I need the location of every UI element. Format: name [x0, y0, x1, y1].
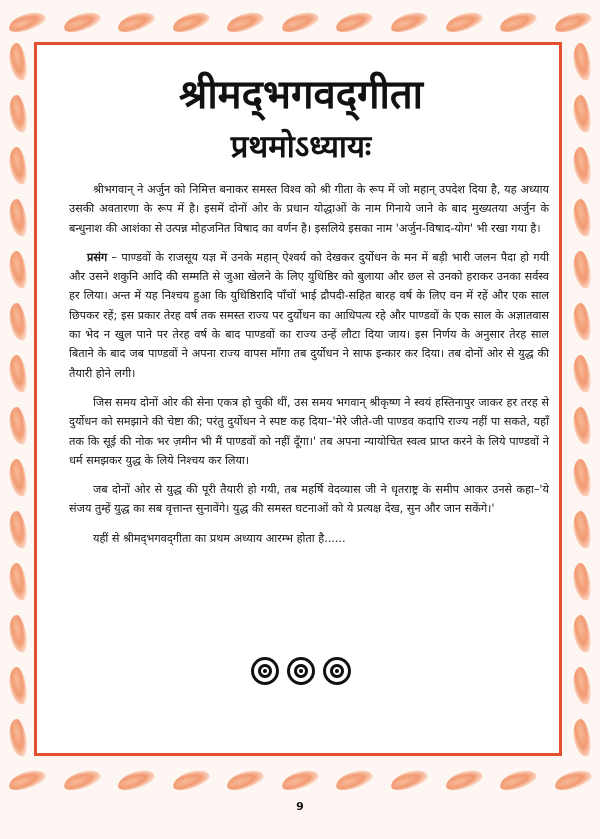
peacock-feather-icon: [7, 302, 29, 342]
peacock-feather-icon: [571, 666, 593, 706]
peacock-feather-icon: [7, 198, 29, 238]
peacock-feather-icon: [571, 614, 593, 654]
peacock-feather-icon: [7, 510, 29, 550]
peacock-feather-icon: [61, 767, 102, 794]
peacock-feather-icon: [571, 406, 593, 446]
peacock-feather-icon: [571, 42, 593, 82]
intro-paragraph: श्रीभगवान्‌ ने अर्जुन को निमित्त बनाकर समस्त विश्व को श्री गीता के रूप में जो महान्‌ उपदेश दिया है, यह अध्याय उसकी अवतारणा के रूप में है। इसमें दोनों ओर के प्रधान योद्धाओं के नाम गिनाये जाने के बाद मुख्यतया अर्जुन के बन्धुनाश की आशंका से उत्पन्न मोहजनित विषाद का वर्णन है। इसलिये इसका नाम 'अर्जुन-विषाद-योग' भी रखा गया है।: [69, 183, 549, 235]
prasang-text: – पाण्डवों के राजसूय यज्ञ में उनके महान्‌ ऐश्वर्य को देखकर दुर्योधन के मन में बड़ी भारी जलन पैदा हो गयी और उसने शकुनि आदि की सम्मति से जुआ खेलने के लिए युधिष्ठिर को बुलाया और छल से उनको हराकर उनका सर्वस्व हर लिया। अन्त में यह निश्चय हुआ कि युधिष्ठिरादि पाँचों भाई द्रौपदी-सहित बारह वर्ष के लिए वन में रहें और एक साल छिपकर रहें; इस प्रकार तेरह वर्ष तक समस्त राज्य पर दुर्योधन का आधिपत्य रहे और पाण्डवों के एक साल के अज्ञातवास का भेद न खुल पाने पर तेरह वर्ष के बाद पाण्डवों का राज्य उन्हें लौटा दिया जाय। इस निर्णय के अनुसार तेरह साल बिताने के बाद जब पाण्डवों ने अपना राज्य वापस माँगा तब दुर्योधन ने साफ इन्कार कर दिया। तब दोनों ओर से युद्ध की तैयारी होने लगी।: [69, 250, 549, 380]
peacock-feather-icon: [571, 146, 593, 186]
peacock-feather-icon: [225, 767, 266, 794]
peacock-feather-icon: [7, 718, 29, 758]
peacock-feather-icon: [116, 9, 157, 36]
concentric-circle-icon: [251, 657, 279, 685]
peacock-feather-icon: [571, 250, 593, 290]
prasang-paragraph: [69, 248, 549, 383]
peacock-feather-icon: [61, 9, 102, 36]
concentric-circle-icon: [287, 657, 315, 685]
peacock-feather-icon: [7, 250, 29, 290]
vyasa-paragraph: जब दोनों ओर से युद्ध की पूरी तैयारी हो गयी, तब महर्षि वेदव्यास जी ने धृतराष्ट्र के समीप आकर उनसे कहा–'ये संजय तुम्हें युद्ध का सब वृत्तान्त सुनावेंगे। युद्ध की समस्त घटनाओं को ये प्रत्यक्ष देख, सुन और जान सकेंगे।': [69, 483, 549, 516]
peacock-feather-icon: [7, 458, 29, 498]
peacock-feather-icon: [571, 718, 593, 758]
peacock-feather-icon: [571, 354, 593, 394]
peacock-feather-icon: [7, 406, 29, 446]
peacock-feather-icon: [443, 9, 484, 36]
peacock-feather-icon: [116, 767, 157, 794]
peacock-feather-icon: [7, 146, 29, 186]
peacock-feather-icon: [443, 767, 484, 794]
chapter-start-paragraph: यहीं से श्रीमद्‌भगवद्‌गीता का प्रथम अध्याय आरम्भ होता है......: [93, 531, 346, 545]
peacock-feather-icon: [571, 302, 593, 342]
peacock-feather-icon: [279, 9, 320, 36]
left-feather-border: [2, 36, 34, 764]
peacock-feather-icon: [334, 767, 375, 794]
peacock-feather-icon: [571, 94, 593, 134]
page-number: 9: [296, 800, 304, 813]
peacock-feather-icon: [279, 767, 320, 794]
peacock-feather-icon: [7, 562, 29, 602]
peacock-feather-icon: [7, 767, 48, 794]
chapter-intro-text: [69, 180, 549, 558]
krishna-mission-paragraph: जिस समय दोनों ओर की सेना एकत्र हो चुकी थीं, उस समय भगवान्‌ श्रीकृष्ण ने स्वयं हस्तिनापुर जाकर हर तरह से दुर्योधन को समझाने की चेष्टा की; परंतु दुर्योधन ने स्पष्ट कह दिया–'मेरे जीते-जी पाण्डव कदापि राज्य नहीं पा सकते, यहाँ तक कि सूई की नोक भर ज़मीन भी मैं पाण्डवों को नहीं दूँगा।' तब अपना न्यायोचित स्वत्व प्राप्त करने के लिये पाण्डवों ने धर्म समझकर युद्ध के लिये निश्चय कर लिया।: [69, 395, 549, 467]
prasang-label: प्रसंग: [87, 250, 108, 264]
bottom-feather-border: [0, 764, 600, 796]
peacock-feather-icon: [552, 767, 593, 794]
peacock-feather-icon: [7, 9, 48, 36]
chapter-title: प्रथमोऽध्यायः: [230, 129, 372, 165]
peacock-feather-icon: [170, 767, 211, 794]
peacock-feather-icon: [7, 94, 29, 134]
peacock-feather-icon: [7, 614, 29, 654]
right-feather-border: [566, 36, 598, 764]
peacock-feather-icon: [7, 354, 29, 394]
peacock-feather-icon: [552, 9, 593, 36]
peacock-feather-icon: [170, 9, 211, 36]
peacock-feather-icon: [334, 9, 375, 36]
peacock-feather-icon: [7, 42, 29, 82]
peacock-feather-icon: [571, 562, 593, 602]
peacock-feather-icon: [225, 9, 266, 36]
peacock-feather-icon: [571, 510, 593, 550]
page-frame: [34, 42, 562, 756]
peacock-feather-icon: [7, 666, 29, 706]
page-title: श्रीमद्‌भगवद्‌गीता: [179, 72, 423, 118]
top-feather-border: [0, 6, 600, 38]
peacock-feather-icon: [571, 198, 593, 238]
peacock-feather-icon: [388, 767, 429, 794]
decorative-rings: [37, 657, 565, 685]
peacock-feather-icon: [498, 767, 539, 794]
concentric-circle-icon: [323, 657, 351, 685]
peacock-feather-icon: [388, 9, 429, 36]
peacock-feather-icon: [571, 458, 593, 498]
peacock-feather-icon: [498, 9, 539, 36]
